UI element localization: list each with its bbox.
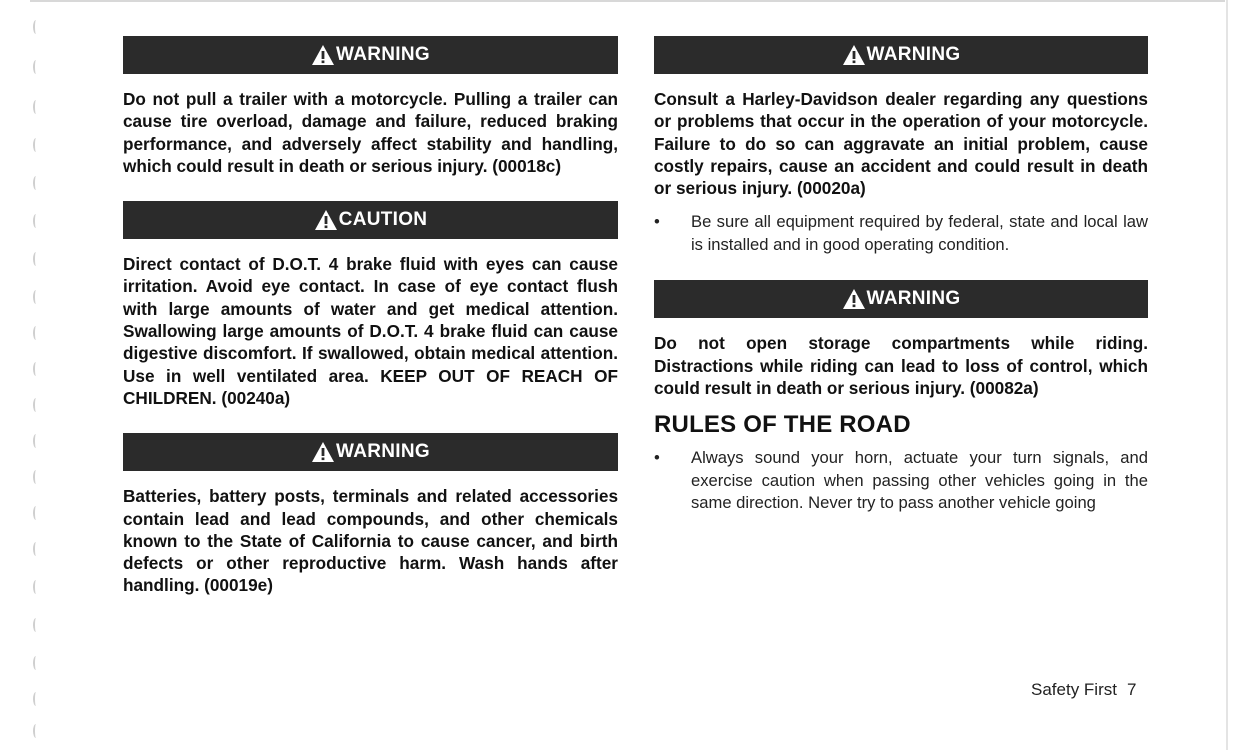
warning-text-storage: Do not open storage compartments while riding. Distractions while riding can lead to loss of control, which could result in death or serious injury. (00082a)	[654, 333, 1148, 399]
page-number: 7	[1126, 680, 1137, 699]
list-item	[654, 211, 1148, 256]
bullet-symbol: •	[654, 212, 660, 232]
list-item	[654, 447, 1148, 515]
binding-marks	[33, 20, 39, 740]
right-column	[654, 36, 1148, 515]
warning-triangle-icon	[314, 209, 338, 231]
warning-banner	[123, 36, 618, 74]
warning-text-trailer: Do not pull a trailer with a motorcycle. Pulling a trailer can cause tire overload, damage and failure, reduced braking performance, and adversely affect stability and handling, which could result in death or serious injury. (00018c)	[123, 89, 618, 176]
caution-banner	[123, 201, 618, 239]
warning-banner	[123, 433, 618, 471]
warning-triangle-icon	[311, 44, 335, 66]
banner-label: WARNING	[336, 441, 430, 463]
scan-edge-top	[30, 0, 1225, 2]
warning-triangle-icon	[311, 441, 335, 463]
caution-text-brake-fluid: Direct contact of D.O.T. 4 brake fluid with eyes can cause irritation. Avoid eye contact. In case of eye contact flush with large amounts of water and get medical attention. Swallowing large amounts of D.O.T. 4 brake fluid can cause digestive discomfort. If swallowed, obtain medical attention. Use in well ventilated area. KEEP OUT OF REACH OF CHILDREN. (00240a)	[123, 254, 618, 408]
banner-label: WARNING	[866, 288, 961, 310]
footer-section-title: Safety First	[1031, 680, 1117, 699]
warning-triangle-icon	[842, 288, 866, 310]
scan-edge-right	[1226, 0, 1228, 750]
left-column	[123, 36, 618, 597]
banner-label: CAUTION	[338, 209, 428, 231]
bullet-symbol: •	[654, 448, 660, 468]
warning-banner	[654, 36, 1148, 74]
bullet-text-passing: Always sound your horn, actuate your turn signals, and exercise caution when passing other vehicles going in the same direction. Never try to pass another vehicle going	[691, 448, 1148, 513]
warning-banner	[654, 280, 1148, 318]
warning-triangle-icon	[842, 44, 866, 66]
banner-label: WARNING	[336, 44, 430, 65]
bullet-text-equipment: Be sure all equipment required by federal, state and local law is installed and in good operating condition.	[691, 212, 1148, 254]
page-footer	[1031, 680, 1136, 700]
warning-text-dealer: Consult a Harley-Davidson dealer regarding any questions or problems that occur in the operation of your motorcycle. Failure to do so can aggravate an initial problem, cause costly repairs, cause an accident and could result in death or serious injury. (00020a)	[654, 89, 1148, 199]
banner-label: WARNING	[866, 44, 961, 65]
warning-text-batteries: Batteries, battery posts, terminals and related accessories contain lead and lead compounds, and other chemicals known to the State of California to cause cancer, and birth defects or other reproductive harm. Wash hands after handling. (00019e)	[123, 486, 618, 596]
section-heading: RULES OF THE ROAD	[654, 411, 911, 439]
